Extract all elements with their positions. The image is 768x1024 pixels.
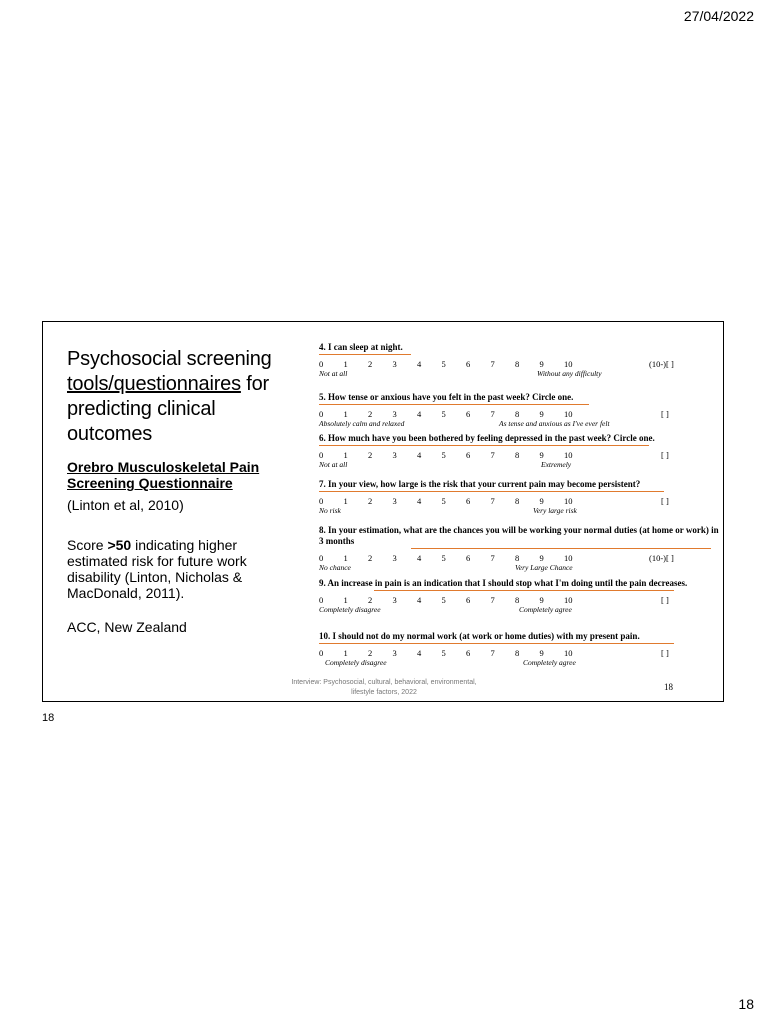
score-threshold: >50 — [107, 537, 132, 553]
scale-value: 1 — [343, 553, 348, 563]
page-number: 18 — [738, 996, 754, 1012]
score-box: [ ] — [661, 648, 669, 658]
scale-value: 3 — [392, 359, 397, 369]
scale-anchors — [319, 563, 719, 573]
scale-value: 2 — [368, 409, 373, 419]
score-box: (10-)[ ] — [649, 359, 674, 369]
slide — [42, 321, 724, 702]
scale-value: 7 — [490, 450, 495, 460]
scale-value: 0 — [319, 450, 324, 460]
scale-value: 0 — [319, 496, 324, 506]
question-7 — [319, 479, 719, 516]
scale-value: 4 — [417, 409, 422, 419]
scale-value: 10 — [564, 553, 573, 563]
scale-value: 1 — [343, 409, 348, 419]
scale-value: 2 — [368, 359, 373, 369]
scale-value: 3 — [392, 553, 397, 563]
scale-value: 0 — [319, 359, 324, 369]
scale-value: 9 — [539, 553, 544, 563]
slide-title — [67, 347, 287, 447]
orange-underline — [319, 491, 664, 492]
question-4 — [319, 342, 719, 379]
scale-value: 2 — [368, 553, 373, 563]
scale-value: 3 — [392, 450, 397, 460]
scale-value: 5 — [441, 648, 446, 658]
scale-value: 6 — [466, 648, 471, 658]
scale-value: 3 — [392, 648, 397, 658]
scale-value: 1 — [343, 359, 348, 369]
score-prefix: Score — [67, 537, 108, 553]
question-text: 4. I can sleep at night. — [319, 342, 403, 352]
scale-value: 1 — [343, 496, 348, 506]
scale-value: 9 — [539, 595, 544, 605]
question-text: 5. How tense or anxious have you felt in the past week? Circle one. — [319, 392, 574, 402]
scale-value: 4 — [417, 496, 422, 506]
scale-value: 10 — [564, 359, 573, 369]
score-note — [67, 537, 287, 601]
left-anchor: Not at all — [319, 369, 348, 378]
question-text: 9. An increase in pain is an indication that I should stop what I'm doing until the pain decreases. — [319, 578, 688, 588]
left-anchor: Completely disagree — [319, 605, 381, 614]
rating-scale — [319, 553, 719, 563]
slide-label: 18 — [42, 712, 55, 724]
scale-value: 6 — [466, 595, 471, 605]
scale-value: 5 — [441, 595, 446, 605]
score-box: [ ] — [661, 595, 669, 605]
scale-value: 3 — [392, 595, 397, 605]
scale-value: 7 — [490, 409, 495, 419]
right-anchor: Completely agree — [523, 658, 576, 667]
rating-scale — [319, 359, 719, 369]
scale-value: 8 — [515, 553, 520, 563]
orange-underline — [411, 548, 711, 549]
scale-value: 4 — [417, 359, 422, 369]
orange-underline — [319, 354, 411, 355]
scale-value: 8 — [515, 359, 520, 369]
scale-value: 10 — [564, 409, 573, 419]
scale-value: 0 — [319, 595, 324, 605]
score-box: [ ] — [661, 409, 669, 419]
orange-underline — [374, 590, 674, 591]
orange-underline — [319, 404, 589, 405]
rating-scale — [319, 496, 719, 506]
question-9 — [319, 578, 719, 615]
scale-value: 7 — [490, 648, 495, 658]
scale-value: 4 — [417, 648, 422, 658]
scale-value: 7 — [490, 553, 495, 563]
scale-value: 6 — [466, 409, 471, 419]
scale-value: 3 — [392, 409, 397, 419]
scale-value: 9 — [539, 648, 544, 658]
title-line-1: Psychosocial screening — [67, 348, 272, 370]
scale-value: 10 — [564, 648, 573, 658]
left-anchor: Not at all — [319, 460, 348, 469]
scale-value: 0 — [319, 648, 324, 658]
question-text: 8. In your estimation, what are the chances you will be working your normal duties (at home or work) in 3 months — [319, 525, 719, 546]
left-anchor: Completely disagree — [325, 658, 387, 667]
left-anchor: No risk — [319, 506, 341, 515]
scale-anchors — [319, 460, 719, 470]
scale-value: 6 — [466, 496, 471, 506]
scale-value: 4 — [417, 450, 422, 460]
left-anchor: No chance — [319, 563, 351, 572]
scale-value: 2 — [368, 496, 373, 506]
organization: ACC, New Zealand — [67, 619, 187, 635]
scale-value: 4 — [417, 553, 422, 563]
scale-value: 5 — [441, 450, 446, 460]
scale-value: 10 — [564, 595, 573, 605]
question-8 — [319, 525, 719, 573]
right-anchor: Very Large Chance — [515, 563, 573, 572]
scale-value: 10 — [564, 496, 573, 506]
question-text: 7. In your view, how large is the risk that your current pain may become persistent? — [319, 479, 641, 489]
title-line-4: outcomes — [67, 423, 153, 445]
score-box: [ ] — [661, 496, 669, 506]
slide-footer-number: 18 — [664, 682, 673, 692]
scale-value: 6 — [466, 450, 471, 460]
scale-value: 10 — [564, 450, 573, 460]
slide-left-column — [67, 347, 287, 635]
scale-value: 1 — [343, 450, 348, 460]
scale-value: 8 — [515, 648, 520, 658]
scale-value: 6 — [466, 359, 471, 369]
question-text: 6. How much have you been bothered by feeling depressed in the past week? Circle one. — [319, 433, 655, 443]
scale-value: 8 — [515, 595, 520, 605]
rating-scale — [319, 450, 719, 460]
scale-anchors — [319, 369, 719, 379]
scale-value: 1 — [343, 648, 348, 658]
title-after: for — [240, 373, 270, 395]
scale-value: 0 — [319, 553, 324, 563]
rating-scale — [319, 409, 719, 419]
orange-underline — [319, 643, 674, 644]
scale-value: 2 — [368, 595, 373, 605]
scale-anchors — [319, 605, 719, 615]
scale-value: 5 — [441, 496, 446, 506]
scale-value: 9 — [539, 409, 544, 419]
slide-footer-text: Interview: Psychosocial, cultural, behavioral, environmental, lifestyle factors, 2022 — [291, 679, 477, 696]
scale-value: 7 — [490, 359, 495, 369]
scale-value: 5 — [441, 553, 446, 563]
orange-underline — [319, 445, 649, 446]
scale-anchors — [319, 419, 719, 429]
scale-value: 2 — [368, 648, 373, 658]
scale-value: 5 — [441, 409, 446, 419]
scale-value: 8 — [515, 496, 520, 506]
scale-value: 8 — [515, 409, 520, 419]
scale-value: 0 — [319, 409, 324, 419]
scale-value: 6 — [466, 553, 471, 563]
question-5 — [319, 392, 719, 429]
page-date: 27/04/2022 — [683, 8, 754, 24]
scale-value: 2 — [368, 450, 373, 460]
scale-value: 8 — [515, 450, 520, 460]
scale-value: 7 — [490, 595, 495, 605]
rating-scale — [319, 648, 719, 658]
scale-value: 3 — [392, 496, 397, 506]
left-anchor: Absolutely calm and relaxed — [319, 419, 405, 428]
scale-value: 9 — [539, 496, 544, 506]
questionnaire-name: Orebro Musculoskeletal Pain Screening Questionnaire — [67, 459, 260, 491]
scale-value: 9 — [539, 359, 544, 369]
question-6 — [319, 433, 719, 470]
scale-value: 7 — [490, 496, 495, 506]
title-line-3: predicting clinical — [67, 398, 216, 420]
question-text: 10. I should not do my normal work (at work or home duties) with my present pain. — [319, 631, 640, 641]
scale-value: 1 — [343, 595, 348, 605]
title-underlined: tools/questionnaires — [67, 373, 241, 395]
rating-scale — [319, 595, 719, 605]
right-anchor: Extremely — [541, 460, 572, 469]
score-rest: indicating higher estimated risk for future work disability (Linton, Nicholas & MacDonald, 2011). — [67, 537, 247, 601]
scale-value: 5 — [441, 359, 446, 369]
title-line-2 — [67, 372, 287, 397]
citation: (Linton et al, 2010) — [67, 497, 184, 513]
score-box: (10-)[ ] — [649, 553, 674, 563]
right-anchor: As tense and anxious as I've ever felt — [499, 419, 610, 428]
right-anchor: Very large risk — [533, 506, 577, 515]
scale-value: 4 — [417, 595, 422, 605]
scale-anchors — [319, 506, 719, 516]
right-anchor: Completely agree — [519, 605, 572, 614]
scale-value: 9 — [539, 450, 544, 460]
question-10 — [319, 631, 719, 668]
scale-anchors — [319, 658, 719, 668]
score-box: [ ] — [661, 450, 669, 460]
right-anchor: Without any difficulty — [537, 369, 602, 378]
